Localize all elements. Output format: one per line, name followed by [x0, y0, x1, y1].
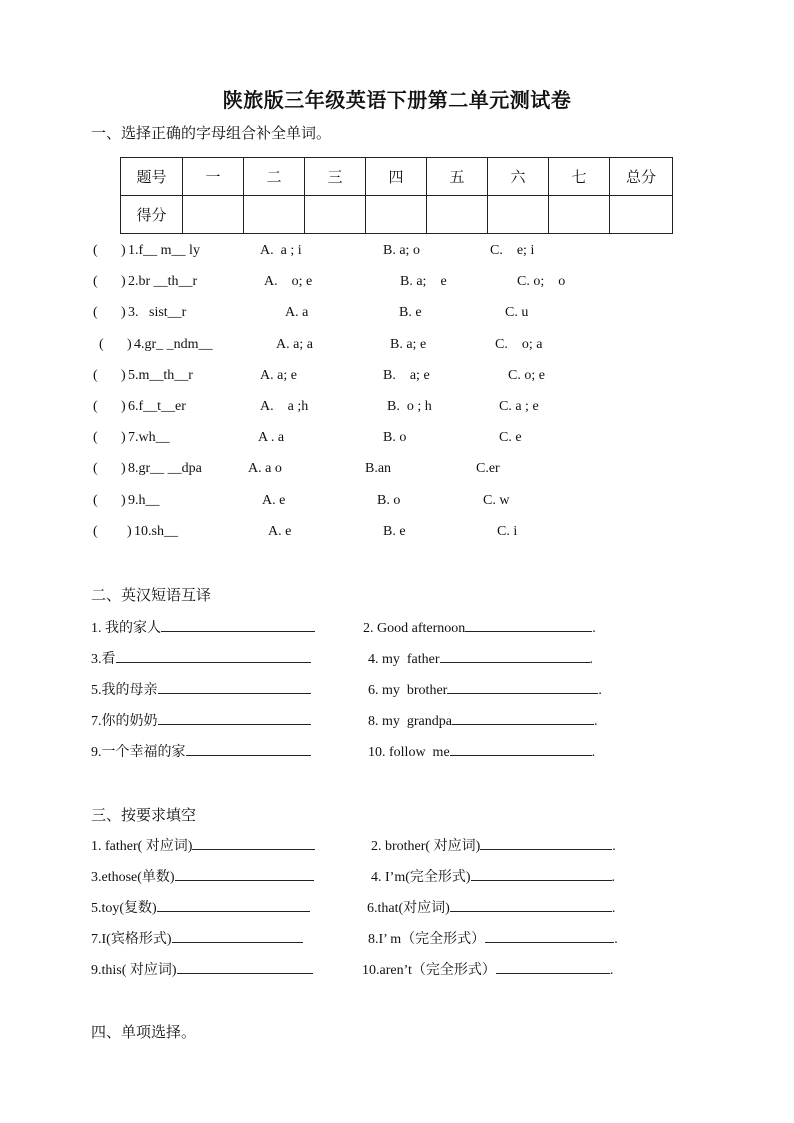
part2-left-prompt: 1. 我的家人 — [91, 621, 161, 636]
score-input-cell[interactable] — [244, 196, 305, 234]
part3-right-end-dot: . — [611, 870, 616, 885]
part3-left-item — [91, 866, 314, 886]
answer-paren-close: ) — [121, 274, 126, 289]
answer-paren-close: ) — [121, 493, 126, 508]
part3-right-answer-blank[interactable] — [471, 866, 612, 881]
option-a[interactable]: A . a — [258, 430, 285, 445]
part2-left-answer-blank[interactable] — [158, 679, 311, 694]
score-table-cell: 二 — [244, 158, 305, 196]
option-a[interactable]: A. a; e — [260, 368, 297, 383]
score-table-cell: 七 — [549, 158, 610, 196]
part2-left-prompt: 7.你的奶奶 — [91, 714, 158, 729]
option-b[interactable]: B.an — [365, 461, 392, 476]
answer-paren-open[interactable]: ( — [93, 274, 98, 289]
question-number: 7. — [128, 430, 139, 445]
question-word: h__ — [138, 493, 160, 508]
answer-paren-close: ) — [127, 524, 132, 539]
answer-paren-open[interactable]: ( — [93, 524, 98, 539]
option-a[interactable]: A. a ;h — [260, 399, 309, 414]
part3-right-prompt: 10.aren’t（完全形式） — [362, 963, 496, 978]
option-b[interactable]: B. e — [399, 305, 422, 320]
answer-paren-open[interactable]: ( — [93, 305, 98, 320]
option-b[interactable]: B. o ; h — [387, 399, 432, 414]
question-word: f__t__er — [138, 399, 186, 414]
answer-paren-open[interactable]: ( — [93, 461, 98, 476]
part2-left-prompt: 3.看 — [91, 652, 116, 667]
question-word: gr_ _ndm__ — [144, 337, 213, 352]
part3-left-prompt: 5.toy(复数) — [91, 901, 157, 916]
answer-paren-close: ) — [121, 243, 126, 258]
option-b[interactable]: B. o — [377, 493, 401, 508]
score-input-cell[interactable] — [366, 196, 427, 234]
page-title: 陕旅版三年级英语下册第二单元测试卷 — [222, 90, 572, 112]
option-b[interactable]: B. o — [383, 430, 407, 445]
part2-right-item — [363, 617, 596, 637]
score-table-header-row — [121, 158, 673, 196]
question-number: 10. — [134, 524, 152, 539]
score-table-cell: 总分 — [610, 158, 673, 196]
answer-paren-open[interactable]: ( — [99, 337, 104, 352]
score-table-cell: 六 — [488, 158, 549, 196]
score-row-label: 得分 — [121, 196, 183, 234]
part2-right-item — [368, 741, 595, 761]
part3-right-prompt: 8.I’ m（完全形式） — [368, 932, 486, 947]
score-input-cell[interactable] — [427, 196, 488, 234]
option-b[interactable]: B. a; e — [400, 274, 447, 289]
part2-right-answer-blank[interactable] — [452, 710, 594, 725]
option-b[interactable]: B. a; e — [383, 368, 430, 383]
option-b[interactable]: B. a; e — [390, 337, 427, 352]
part2-right-prompt: 8. my grandpa — [368, 714, 452, 729]
score-table — [120, 157, 673, 234]
part2-right-answer-blank[interactable] — [440, 648, 590, 663]
option-c[interactable]: C. u — [505, 305, 529, 320]
option-c[interactable]: C. o; e — [508, 368, 545, 383]
part2-right-prompt: 2. Good afternoon — [363, 621, 466, 636]
part2-right-prompt: 6. my brother — [368, 683, 448, 698]
option-b[interactable]: B. e — [383, 524, 406, 539]
option-a[interactable]: A. e — [262, 493, 286, 508]
score-input-cell[interactable] — [549, 196, 610, 234]
question-number-and-word — [128, 305, 186, 321]
part3-right-end-dot: . — [614, 932, 618, 947]
answer-paren-close: ) — [121, 461, 126, 476]
part2-right-end-dot: . — [592, 621, 596, 636]
question-number-and-word — [128, 368, 193, 384]
option-a[interactable]: A. a; a — [276, 337, 313, 352]
question-number: 3. — [128, 305, 139, 320]
answer-paren-close: ) — [121, 305, 126, 320]
question-word: m__th__r — [138, 368, 193, 383]
part3-right-prompt: 6.that(对应词) — [367, 901, 450, 916]
part3-right-item — [367, 897, 615, 917]
option-c[interactable]: C. e — [499, 430, 522, 445]
part3-right-item — [362, 959, 613, 979]
question-word: sh__ — [151, 524, 178, 539]
question-number: 6. — [128, 399, 139, 414]
score-table-cell: 四 — [366, 158, 427, 196]
part3-right-end-dot: . — [609, 963, 614, 978]
score-table-cell: 一 — [183, 158, 244, 196]
answer-paren-open[interactable]: ( — [93, 368, 98, 383]
part3-right-end-dot: . — [612, 839, 616, 854]
question-number-and-word — [128, 430, 170, 446]
question-number: 1. — [128, 243, 139, 258]
section-2-heading: 二、英汉短语互译 — [91, 588, 212, 604]
option-a[interactable]: A. e — [268, 524, 292, 539]
question-number-and-word — [128, 493, 160, 509]
answer-paren-open[interactable]: ( — [93, 430, 98, 445]
option-c[interactable]: C. e; i — [490, 243, 535, 258]
option-c[interactable]: C. a ; e — [499, 399, 539, 414]
question-number-and-word — [134, 337, 213, 353]
question-number-and-word — [128, 399, 186, 415]
part2-right-end-dot: . — [591, 745, 596, 760]
answer-paren-close: ) — [127, 337, 132, 352]
part2-right-end-dot: . — [593, 714, 598, 729]
part2-left-item — [91, 648, 311, 668]
part2-left-item — [91, 679, 311, 699]
answer-paren-close: ) — [121, 368, 126, 383]
score-table-cell: 题号 — [121, 158, 183, 196]
part2-right-prompt: 4. my father — [368, 652, 440, 667]
question-word: wh__ — [138, 430, 170, 445]
question-number: 4. — [134, 337, 145, 352]
part2-left-answer-blank[interactable] — [158, 710, 311, 725]
part2-left-prompt: 5.我的母亲 — [91, 683, 158, 698]
score-input-cell[interactable] — [610, 196, 673, 234]
question-word: gr__ __dpa — [138, 461, 202, 476]
part3-left-answer-blank[interactable] — [175, 866, 314, 881]
option-c[interactable]: C. o; a — [495, 337, 543, 352]
option-a[interactable]: A. a o — [248, 461, 282, 476]
part2-left-item — [91, 617, 315, 637]
part2-right-end-dot: . — [589, 652, 594, 667]
part3-left-prompt: 3.ethose(单数) — [91, 870, 175, 885]
section-3-heading: 三、按要求填空 — [91, 808, 197, 824]
score-table-cell: 三 — [305, 158, 366, 196]
part2-left-answer-blank[interactable] — [161, 617, 315, 632]
part3-right-answer-blank[interactable] — [496, 959, 610, 974]
option-c[interactable]: C.er — [476, 461, 500, 476]
score-table-score-row — [121, 196, 673, 234]
part3-right-answer-blank[interactable] — [480, 835, 612, 850]
part3-left-answer-blank[interactable] — [192, 835, 315, 850]
part3-right-prompt: 2. brother( 对应词) — [371, 839, 481, 854]
score-input-cell[interactable] — [305, 196, 366, 234]
answer-paren-open[interactable]: ( — [93, 243, 98, 258]
option-a[interactable]: A. a — [285, 305, 309, 320]
part3-left-answer-blank[interactable] — [172, 928, 303, 943]
part2-left-item — [91, 741, 311, 761]
part3-right-end-dot: . — [611, 901, 616, 916]
option-c[interactable]: C. w — [483, 493, 510, 508]
part3-right-item — [371, 835, 616, 855]
question-number: 5. — [128, 368, 139, 383]
question-number: 2. — [128, 274, 139, 289]
part2-right-item — [368, 648, 593, 668]
answer-paren-close: ) — [121, 430, 126, 445]
part2-right-answer-blank[interactable] — [465, 617, 592, 632]
score-input-cell[interactable] — [183, 196, 244, 234]
question-number-and-word — [128, 243, 200, 259]
part3-left-prompt: 9.this( 对应词) — [91, 963, 177, 978]
part3-left-item — [91, 897, 310, 917]
question-number: 8. — [128, 461, 139, 476]
section-1-heading: 一、选择正确的字母组合补全单词。 — [91, 126, 332, 142]
part2-left-answer-blank[interactable] — [116, 648, 311, 663]
part3-right-item — [371, 866, 615, 886]
part3-right-answer-blank[interactable] — [450, 897, 612, 912]
part2-right-answer-blank[interactable] — [450, 741, 592, 756]
section-4-heading: 四、单项选择。 — [91, 1025, 197, 1041]
part2-left-item — [91, 710, 311, 730]
part3-left-answer-blank[interactable] — [157, 897, 310, 912]
part3-left-answer-blank[interactable] — [177, 959, 313, 974]
score-table-cell: 五 — [427, 158, 488, 196]
option-b[interactable]: B. a; o — [383, 243, 420, 258]
part3-left-item — [91, 835, 315, 855]
part3-right-prompt: 4. I’m(完全形式) — [371, 870, 471, 885]
answer-paren-open[interactable]: ( — [93, 493, 98, 508]
part2-right-item — [368, 710, 597, 730]
question-word: br __th__r — [138, 274, 198, 289]
part3-left-item — [91, 928, 303, 948]
part3-left-prompt: 7.I(宾格形式) — [91, 932, 172, 947]
answer-paren-close: ) — [121, 399, 126, 414]
question-number-and-word — [134, 524, 178, 540]
part2-right-end-dot: . — [598, 683, 602, 698]
part2-left-answer-blank[interactable] — [186, 741, 311, 756]
part3-left-prompt: 1. father( 对应词) — [91, 839, 193, 854]
option-c[interactable]: C. i — [497, 524, 518, 539]
option-a[interactable]: A. o; e — [264, 274, 313, 289]
question-word: sist__r — [138, 305, 187, 320]
score-input-cell[interactable] — [488, 196, 549, 234]
part3-right-answer-blank[interactable] — [485, 928, 614, 943]
part3-left-item — [91, 959, 313, 979]
part2-right-prompt: 10. follow me — [368, 745, 450, 760]
option-c[interactable]: C. o; o — [517, 274, 566, 289]
part3-right-item — [368, 928, 618, 948]
question-word: f__ m__ ly — [138, 243, 200, 258]
option-a[interactable]: A. a ; i — [260, 243, 302, 258]
part2-left-prompt: 9.一个幸福的家 — [91, 745, 186, 760]
part2-right-answer-blank[interactable] — [447, 679, 598, 694]
question-number: 9. — [128, 493, 139, 508]
question-number-and-word — [128, 274, 197, 290]
question-number-and-word — [128, 461, 202, 477]
part2-right-item — [368, 679, 602, 699]
answer-paren-open[interactable]: ( — [93, 399, 98, 414]
